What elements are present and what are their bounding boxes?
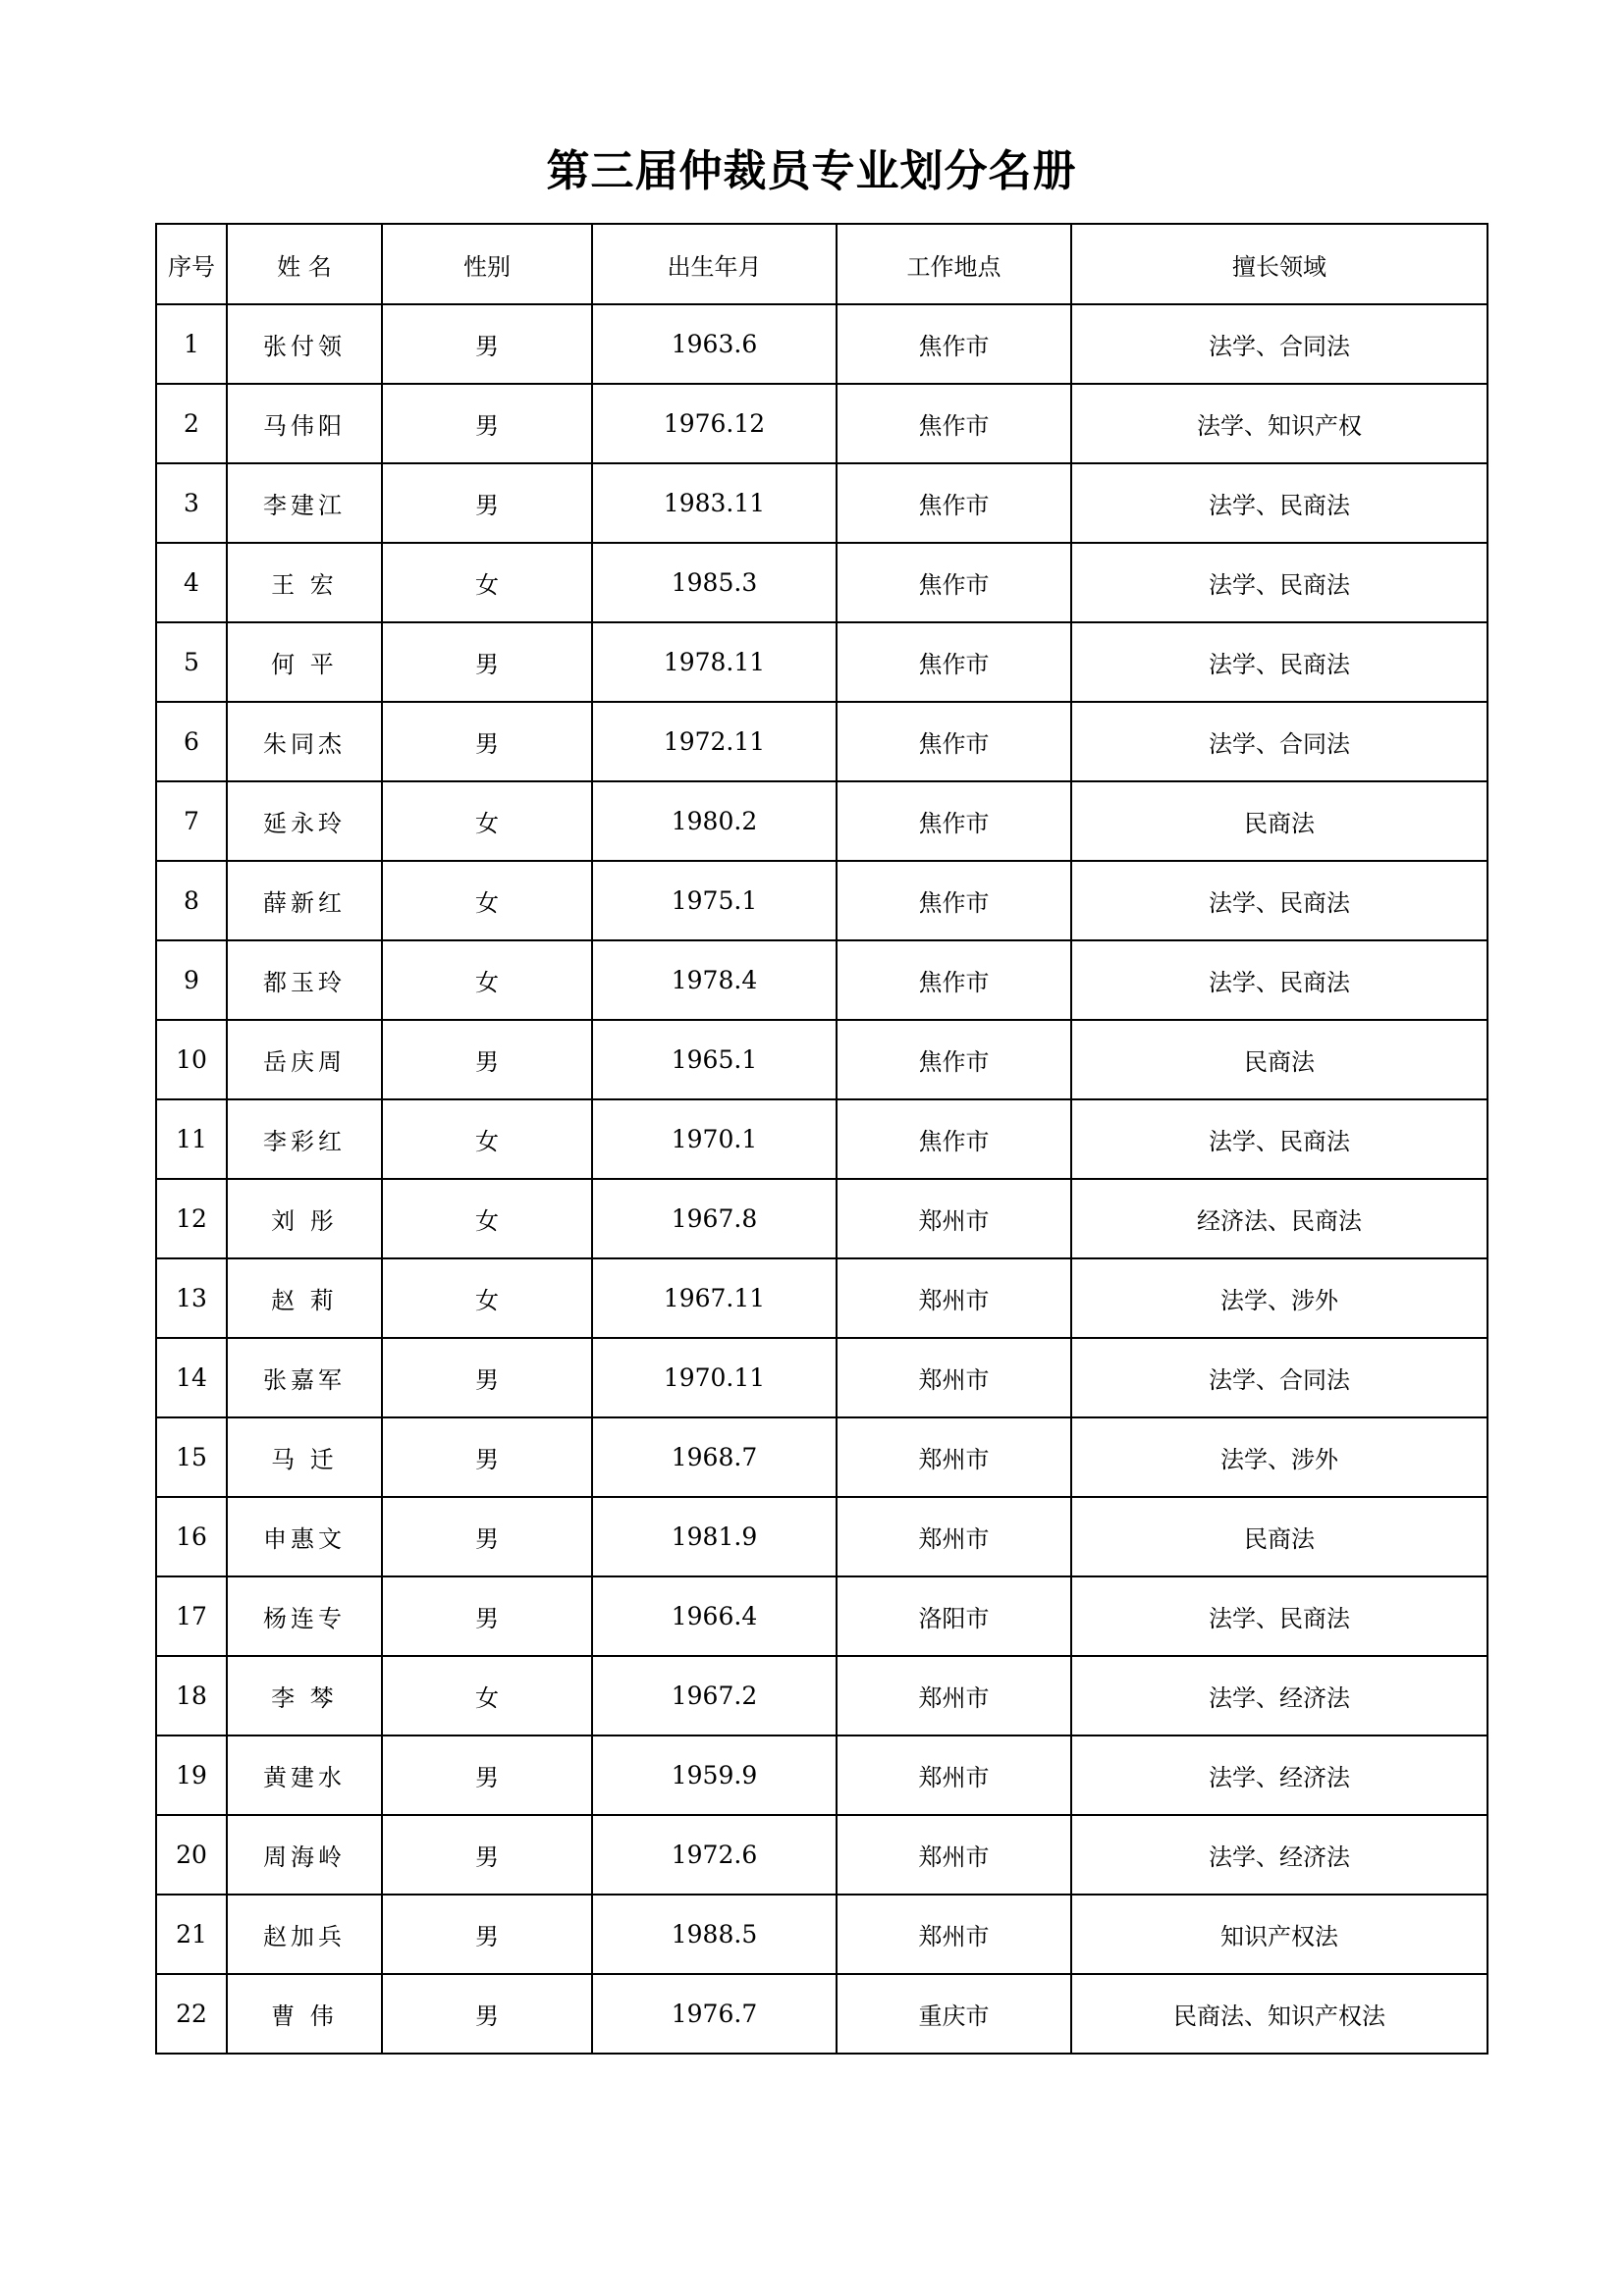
cell-location: 焦作市: [837, 781, 1071, 861]
cell-birth: 1967.11: [592, 1258, 837, 1338]
cell-index: 2: [156, 384, 227, 463]
table-row: [156, 781, 1488, 861]
cell-name: 延永玲: [227, 781, 382, 861]
cell-expertise: 法学、民商法: [1071, 940, 1488, 1020]
cell-location: 焦作市: [837, 702, 1071, 781]
cell-birth: 1978.4: [592, 940, 837, 1020]
cell-name: 杨连专: [227, 1576, 382, 1656]
cell-gender: 男: [382, 1338, 592, 1417]
cell-location: 郑州市: [837, 1656, 1071, 1735]
header-cell-gender: 性别: [382, 224, 592, 304]
cell-birth: 1966.4: [592, 1576, 837, 1656]
cell-name: 薛新红: [227, 861, 382, 940]
cell-index: 15: [156, 1417, 227, 1497]
header-cell-location: 工作地点: [837, 224, 1071, 304]
cell-name: 马 迁: [227, 1417, 382, 1497]
cell-gender: 男: [382, 1020, 592, 1099]
cell-birth: 1972.6: [592, 1815, 837, 1895]
header-cell-expertise: 擅长领域: [1071, 224, 1488, 304]
cell-birth: 1980.2: [592, 781, 837, 861]
cell-expertise: 法学、民商法: [1071, 1099, 1488, 1179]
cell-location: 郑州市: [837, 1815, 1071, 1895]
cell-location: 焦作市: [837, 1099, 1071, 1179]
table-row: [156, 543, 1488, 622]
cell-index: 4: [156, 543, 227, 622]
cell-index: 21: [156, 1895, 227, 1974]
cell-name: 张付领: [227, 304, 382, 384]
cell-index: 16: [156, 1497, 227, 1576]
arbitrator-table: [155, 223, 1488, 2055]
cell-birth: 1970.11: [592, 1338, 837, 1417]
cell-expertise: 民商法: [1071, 1020, 1488, 1099]
cell-expertise: 法学、经济法: [1071, 1656, 1488, 1735]
table-row: [156, 1974, 1488, 2054]
cell-expertise: 知识产权法: [1071, 1895, 1488, 1974]
cell-index: 9: [156, 940, 227, 1020]
cell-birth: 1988.5: [592, 1895, 837, 1974]
cell-gender: 女: [382, 543, 592, 622]
cell-gender: 男: [382, 1895, 592, 1974]
cell-name: 周海岭: [227, 1815, 382, 1895]
cell-gender: 男: [382, 304, 592, 384]
table-row: [156, 1258, 1488, 1338]
cell-name: 曹 伟: [227, 1974, 382, 2054]
cell-gender: 女: [382, 781, 592, 861]
header-cell-index: 序号: [156, 224, 227, 304]
cell-gender: 男: [382, 1497, 592, 1576]
cell-expertise: 法学、经济法: [1071, 1815, 1488, 1895]
header-row: [156, 224, 1488, 304]
cell-birth: 1959.9: [592, 1735, 837, 1815]
table-row: [156, 1179, 1488, 1258]
cell-birth: 1965.1: [592, 1020, 837, 1099]
table-row: [156, 304, 1488, 384]
table-row: [156, 1815, 1488, 1895]
cell-expertise: 法学、民商法: [1071, 463, 1488, 543]
cell-expertise: 法学、知识产权: [1071, 384, 1488, 463]
table-row: [156, 622, 1488, 702]
cell-gender: 男: [382, 463, 592, 543]
cell-index: 1: [156, 304, 227, 384]
cell-birth: 1963.6: [592, 304, 837, 384]
cell-name: 申惠文: [227, 1497, 382, 1576]
cell-birth: 1970.1: [592, 1099, 837, 1179]
cell-index: 10: [156, 1020, 227, 1099]
cell-name: 李彩红: [227, 1099, 382, 1179]
cell-expertise: 法学、合同法: [1071, 1338, 1488, 1417]
cell-gender: 男: [382, 1735, 592, 1815]
table-row: [156, 940, 1488, 1020]
cell-gender: 男: [382, 1576, 592, 1656]
cell-gender: 男: [382, 384, 592, 463]
cell-name: 赵 莉: [227, 1258, 382, 1338]
cell-location: 焦作市: [837, 304, 1071, 384]
cell-location: 郑州市: [837, 1895, 1071, 1974]
cell-index: 7: [156, 781, 227, 861]
cell-location: 郑州市: [837, 1258, 1071, 1338]
cell-name: 朱同杰: [227, 702, 382, 781]
cell-location: 焦作市: [837, 622, 1071, 702]
cell-gender: 女: [382, 940, 592, 1020]
table-row: [156, 1735, 1488, 1815]
cell-index: 17: [156, 1576, 227, 1656]
cell-location: 焦作市: [837, 543, 1071, 622]
cell-expertise: 法学、经济法: [1071, 1735, 1488, 1815]
cell-birth: 1981.9: [592, 1497, 837, 1576]
table-row: [156, 463, 1488, 543]
cell-name: 李 棽: [227, 1656, 382, 1735]
cell-expertise: 民商法: [1071, 781, 1488, 861]
cell-birth: 1985.3: [592, 543, 837, 622]
cell-birth: 1976.12: [592, 384, 837, 463]
cell-gender: 女: [382, 1179, 592, 1258]
cell-birth: 1975.1: [592, 861, 837, 940]
cell-location: 焦作市: [837, 940, 1071, 1020]
cell-index: 11: [156, 1099, 227, 1179]
cell-index: 18: [156, 1656, 227, 1735]
cell-birth: 1976.7: [592, 1974, 837, 2054]
cell-location: 焦作市: [837, 463, 1071, 543]
cell-expertise: 经济法、民商法: [1071, 1179, 1488, 1258]
cell-expertise: 法学、民商法: [1071, 622, 1488, 702]
cell-expertise: 民商法: [1071, 1497, 1488, 1576]
cell-gender: 男: [382, 622, 592, 702]
cell-birth: 1968.7: [592, 1417, 837, 1497]
cell-name: 岳庆周: [227, 1020, 382, 1099]
cell-index: 14: [156, 1338, 227, 1417]
cell-expertise: 法学、民商法: [1071, 861, 1488, 940]
page-title: 第三届仲裁员专业划分名册: [546, 146, 1077, 196]
cell-index: 19: [156, 1735, 227, 1815]
cell-index: 22: [156, 1974, 227, 2054]
cell-name: 都玉玲: [227, 940, 382, 1020]
cell-gender: 女: [382, 861, 592, 940]
table-row: [156, 1417, 1488, 1497]
cell-expertise: 法学、涉外: [1071, 1417, 1488, 1497]
cell-gender: 女: [382, 1258, 592, 1338]
cell-gender: 女: [382, 1099, 592, 1179]
cell-location: 洛阳市: [837, 1576, 1071, 1656]
header-cell-name: 姓 名: [227, 224, 382, 304]
cell-index: 3: [156, 463, 227, 543]
cell-name: 马伟阳: [227, 384, 382, 463]
cell-index: 20: [156, 1815, 227, 1895]
cell-expertise: 法学、民商法: [1071, 543, 1488, 622]
table-body: [156, 304, 1488, 2054]
cell-gender: 男: [382, 702, 592, 781]
cell-location: 郑州市: [837, 1735, 1071, 1815]
cell-birth: 1967.2: [592, 1656, 837, 1735]
cell-location: 焦作市: [837, 1020, 1071, 1099]
cell-birth: 1978.11: [592, 622, 837, 702]
cell-index: 13: [156, 1258, 227, 1338]
table-row: [156, 1576, 1488, 1656]
cell-birth: 1983.11: [592, 463, 837, 543]
cell-location: 焦作市: [837, 384, 1071, 463]
cell-expertise: 法学、民商法: [1071, 1576, 1488, 1656]
table-row: [156, 1895, 1488, 1974]
cell-gender: 男: [382, 1974, 592, 2054]
cell-gender: 男: [382, 1815, 592, 1895]
cell-name: 张嘉军: [227, 1338, 382, 1417]
header-cell-birth: 出生年月: [592, 224, 837, 304]
cell-location: 郑州市: [837, 1497, 1071, 1576]
table-row: [156, 1020, 1488, 1099]
cell-location: 郑州市: [837, 1179, 1071, 1258]
cell-location: 重庆市: [837, 1974, 1071, 2054]
cell-gender: 女: [382, 1656, 592, 1735]
cell-name: 刘 彤: [227, 1179, 382, 1258]
cell-index: 6: [156, 702, 227, 781]
cell-index: 12: [156, 1179, 227, 1258]
table-row: [156, 1656, 1488, 1735]
cell-name: 何 平: [227, 622, 382, 702]
table-row: [156, 702, 1488, 781]
cell-index: 8: [156, 861, 227, 940]
table-row: [156, 384, 1488, 463]
cell-birth: 1967.8: [592, 1179, 837, 1258]
cell-birth: 1972.11: [592, 702, 837, 781]
cell-expertise: 民商法、知识产权法: [1071, 1974, 1488, 2054]
cell-name: 李建江: [227, 463, 382, 543]
cell-location: 郑州市: [837, 1338, 1071, 1417]
cell-location: 郑州市: [837, 1417, 1071, 1497]
cell-gender: 男: [382, 1417, 592, 1497]
table-row: [156, 1497, 1488, 1576]
cell-location: 焦作市: [837, 861, 1071, 940]
table-row: [156, 1338, 1488, 1417]
table-row: [156, 1099, 1488, 1179]
cell-expertise: 法学、涉外: [1071, 1258, 1488, 1338]
table-row: [156, 861, 1488, 940]
cell-index: 5: [156, 622, 227, 702]
cell-name: 王 宏: [227, 543, 382, 622]
cell-name: 黄建水: [227, 1735, 382, 1815]
cell-expertise: 法学、合同法: [1071, 702, 1488, 781]
cell-expertise: 法学、合同法: [1071, 304, 1488, 384]
cell-name: 赵加兵: [227, 1895, 382, 1974]
